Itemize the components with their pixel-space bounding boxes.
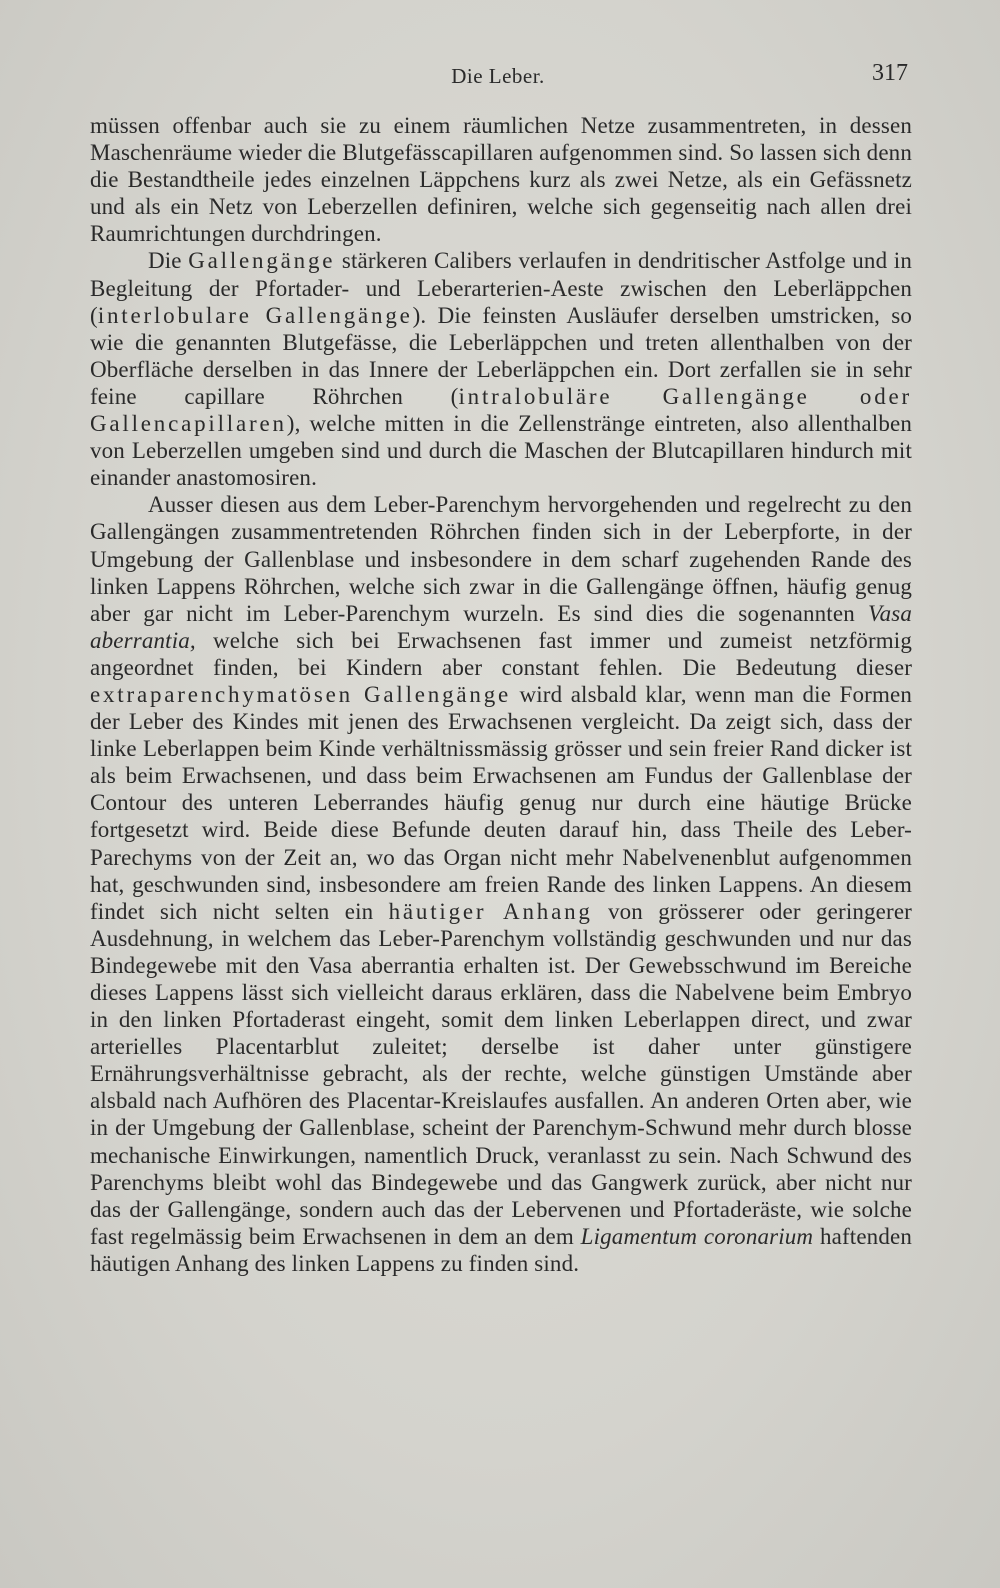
spaced-term: intralobuläre Gallengänge oder Gallencapillaren bbox=[90, 383, 912, 437]
italic-term: Ligamentum coronarium bbox=[580, 1223, 814, 1249]
paragraph-1 bbox=[90, 112, 912, 247]
text-run: ). Die feinsten Ausläufer derselben umstricken, so wie die genannten Blutgefässe, die Leberläppchen und treten allenthalben von der Oberfläche derselben in das Innere der Leberläppchen ein. Dort zerfallen sie in sehr feine capillare Röhrchen ( bbox=[90, 302, 912, 409]
italic-term: Vasa aberrantia, bbox=[90, 600, 912, 653]
paragraph-2 bbox=[90, 247, 912, 491]
paragraph-3 bbox=[90, 491, 912, 1277]
text-run: welche sich bei Erwachsenen fast immer und zumeist netzförmig angeordnet finden, bei Kindern aber constant fehlen. Die Bedeutung dieser bbox=[90, 627, 912, 680]
text-run: stärkeren Calibers verlaufen in dendritischer Astfolge und in Begleitung der Pfortader- und Leberarterien-Aeste zwischen den Leberläppchen ( bbox=[90, 248, 912, 328]
page-number: 317 bbox=[872, 60, 908, 86]
text-run: ), welche mitten in die Zellenstränge eintreten, also allenthalben von Leberzellen umgeben sind und durch die Maschen der Blutcapillaren hindurch mit einander anastomosiren. bbox=[90, 411, 912, 491]
text-run: haftenden häutigen Anhang des linken Lappens zu finden sind. bbox=[90, 1223, 912, 1276]
running-title: Die Leber. bbox=[451, 64, 545, 88]
text-run: wird alsbald klar, wenn man die Formen der Leber des Kindes mit jenen des Erwachsenen vergleicht. Da zeigt sich, dass der linke Leberlappen beim Kinde verhältnissmässig grösser und sein freier Rand dicker ist als beim Erwachsenen, und dass beim Erwachsenen am Fundus der Gallenblase der Contour des unteren Leberrandes häufig genug nur durch eine häutige Brücke fortgesetzt wird. Beide diese Befunde deuten darauf hin, dass Theile des Leber-Parechyms von der Zeit an, wo das Organ nicht mehr Nabelvenenblut aufgenommen hat, geschwunden sind, insbesondere am freien Rande des linken Lappens. An diesem findet sich nicht selten ein bbox=[90, 681, 912, 924]
spaced-term: häutiger Anhang bbox=[388, 898, 593, 924]
body-text bbox=[90, 112, 912, 1277]
page-header bbox=[88, 60, 908, 90]
text-run: von grösserer oder geringerer Ausdehnung, in welchem das Leber-Parenchym vollständig geschwunden und nur das Bindegewebe mit den Vasa aberrantia erhalten ist. Der Gewebsschwund im Bereiche dieses Lappens lässt sich vielleicht daraus erklären, dass die Nabelvene beim Embryo in den linken Pfortaderast eingeht, somit dem linken Leberlappen direct, und zwar arterielles Placentarblut zuleitet; derselbe ist daher unter günstigere Ernährungsverhältnisse gebracht, als der rechte, welche günstigen Umstände aber alsbald nach Aufhören des Placentar-Kreislaufes ausfallen. An anderen Orten aber, wie in der Umgebung der Gallenblase, scheint der Parenchym-Schwund mehr durch blosse mechanische Einwirkungen, namentlich Druck, veranlasst zu sein. Nach Schwund des Parenchyms bleibt wohl das Bindegewebe und das Gangwerk zurück, aber nicht nur das der Gallengänge, sondern auch das der Lebervenen und Pfortaderäste, wie solche fast regelmässig beim Erwachsenen in dem an dem bbox=[90, 898, 912, 1249]
spaced-term: interlobulare Gallengänge bbox=[97, 302, 413, 328]
text-run: müssen offenbar auch sie zu einem räumlichen Netze zusammentreten, in dessen Maschenräume wieder die Blutgefässcapillaren aufgenommen sind. So lassen sich denn die Bestandtheile jedes einzelnen Läppchens kurz als zwei Netze, als ein Gefässnetz und als ein Netz von Leberzellen definiren, welche sich gegenseitig nach allen drei Raumrichtungen durchdringen. bbox=[90, 113, 912, 247]
text-run: Ausser diesen aus dem Leber-Parenchym hervorgehenden und regelrecht zu den Gallengängen zusammentretenden Röhrchen finden sich in der Leberpforte, in der Umgebung der Gallenblase und insbesondere in dem scharf zugehenden Rande des linken Lappens Röhrchen, welche sich zwar in die Gallengänge öffnen, häufig genug aber gar nicht im Leber-Parenchym wurzeln. Es sind dies die sogenannten bbox=[90, 492, 912, 626]
spaced-term: Gallengänge bbox=[188, 248, 336, 274]
spaced-term: extraparenchymatösen Gallengänge bbox=[90, 681, 512, 707]
text-run: Die bbox=[148, 248, 189, 274]
